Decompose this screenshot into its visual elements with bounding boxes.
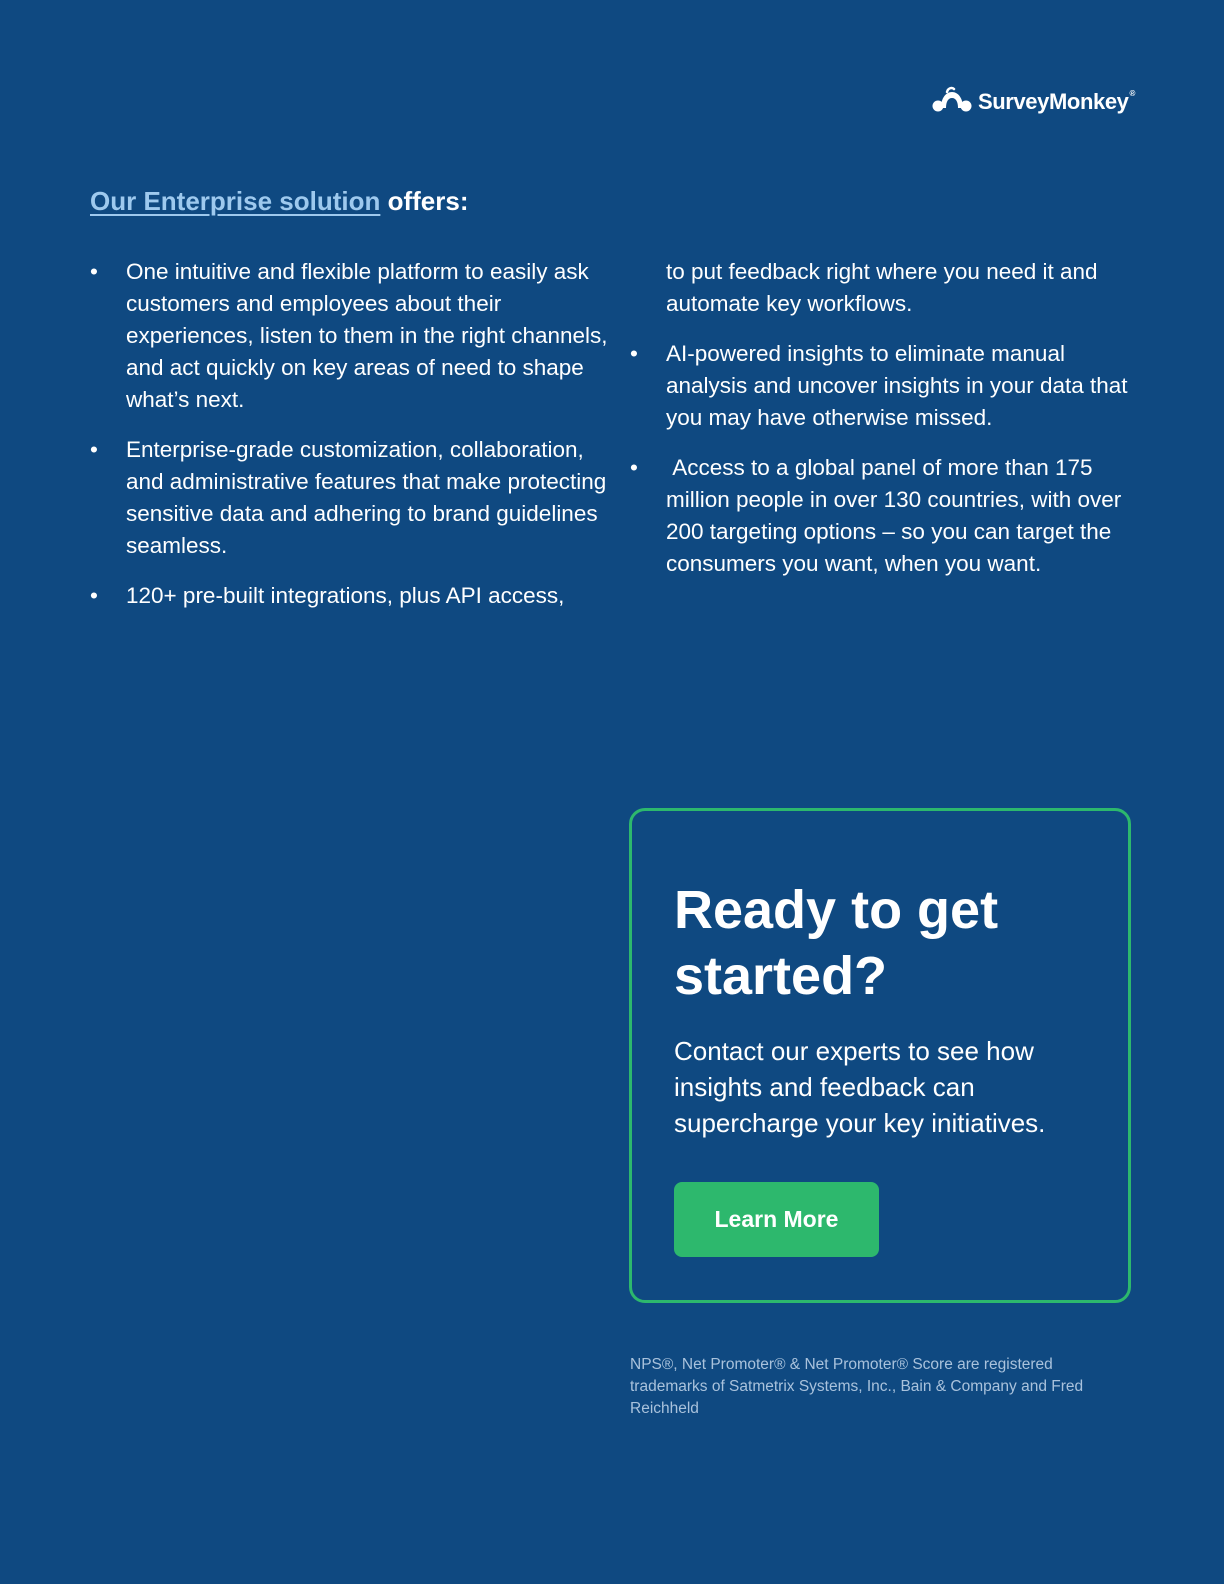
brand-logo: [932, 86, 1135, 118]
learn-more-button[interactable]: Learn More: [674, 1182, 879, 1257]
bullet-icon: •: [90, 437, 98, 462]
feature-item: [630, 338, 1146, 434]
trademark-footnote: NPS®, Net Promoter® & Net Promoter® Score are registered trademarks of Satmetrix Systems, Inc., Bain & Company and Fred Reichheld: [630, 1356, 1084, 1417]
feature-text: to put feedback right where you need it and automate key workflows.: [666, 259, 1098, 316]
bullet-icon: •: [630, 455, 638, 480]
feature-text: Enterprise-grade customization, collaboration, and administrative features that make protecting sensitive data and adhering to brand guidelines seamless.: [126, 437, 607, 558]
feature-item: [90, 256, 610, 416]
feature-item: [90, 434, 610, 562]
feature-continuation: [630, 256, 1146, 320]
bullet-icon: •: [90, 583, 98, 608]
bullet-icon: •: [90, 259, 98, 284]
feature-text: AI-powered insights to eliminate manual analysis and uncover insights in your data that you may have otherwise missed.: [666, 341, 1128, 430]
cta-title: Ready to get started?: [674, 880, 999, 1006]
surveymonkey-logo-icon: [932, 86, 972, 118]
feature-text: 120+ pre-built integrations, plus API access,: [126, 583, 565, 608]
brand-name: SurveyMonkey®: [978, 89, 1135, 114]
registered-mark: ®: [1129, 89, 1135, 98]
cta-description: Contact our experts to see how insights and feedback can supercharge your key initiatives.: [674, 1036, 1046, 1138]
heading-rest: offers:: [387, 186, 469, 216]
feature-text: One intuitive and flexible platform to easily ask customers and employees about their experiences, listen to them in the right channels, and act quickly on key areas of need to shape what’s next.: [126, 259, 608, 412]
cta-card: [629, 808, 1131, 1303]
features-list-left: [90, 256, 610, 630]
bullet-icon: •: [630, 341, 638, 366]
feature-item: [630, 452, 1146, 580]
feature-text: Access to a global panel of more than 175 million people in over 130 countries, with over 200 targeting options – so you can target the consumers you want, when you want.: [666, 455, 1128, 576]
feature-item: [90, 580, 610, 612]
features-list-right: [630, 256, 1146, 598]
enterprise-solution-link[interactable]: Our Enterprise solution: [90, 186, 381, 216]
section-heading: [90, 186, 469, 217]
